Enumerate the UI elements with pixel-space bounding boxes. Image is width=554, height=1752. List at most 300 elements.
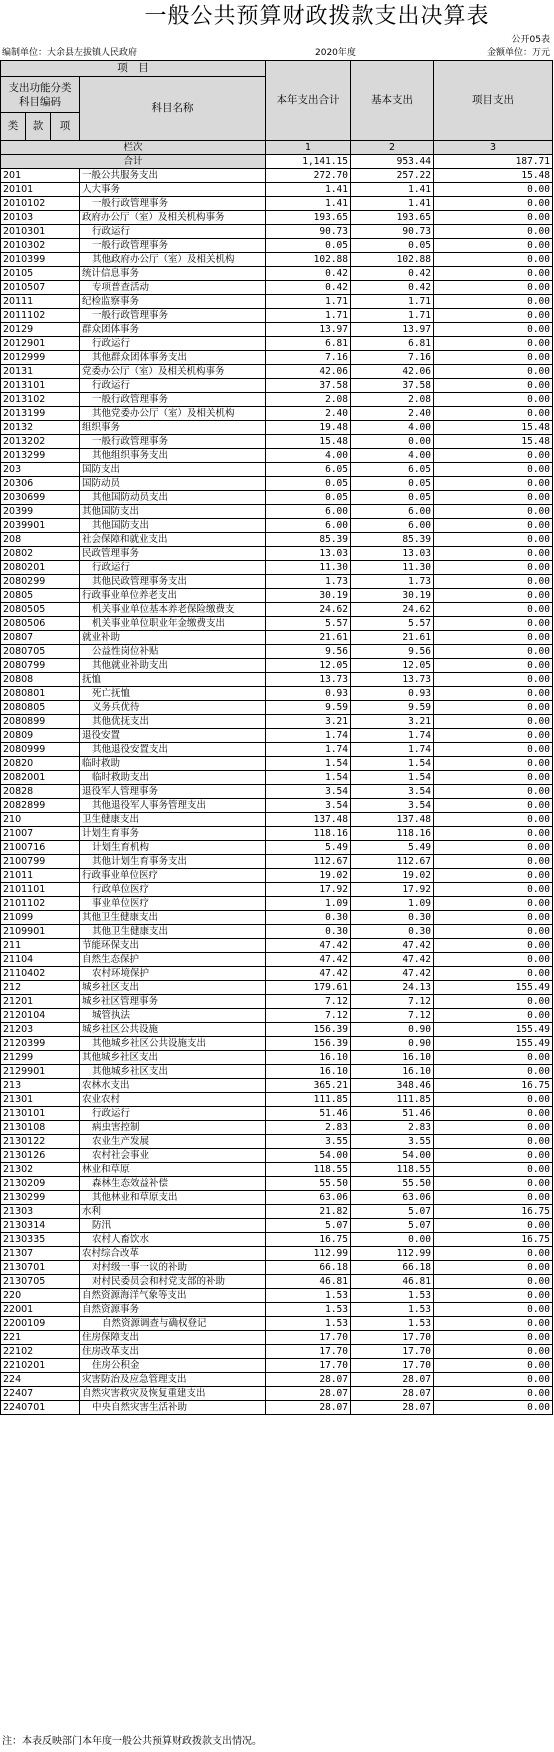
row-name: 退役安置: [80, 729, 266, 743]
row-name: 中央自然灾害生活补助: [80, 1401, 266, 1415]
row-total: 1.73: [266, 575, 351, 589]
row-project: 0.00: [434, 771, 553, 785]
row-total: 9.56: [266, 645, 351, 659]
row-basic: 4.00: [351, 449, 434, 463]
row-basic: 0.93: [351, 687, 434, 701]
row-basic: 111.85: [351, 1093, 434, 1107]
table-row: [1, 281, 553, 295]
row-name: 其他组织事务支出: [80, 449, 266, 463]
row-name: 卫生健康支出: [80, 813, 266, 827]
row-total: 0.42: [266, 267, 351, 281]
row-project: 0.00: [434, 743, 553, 757]
row-name: 其他退役军人事务管理支出: [80, 799, 266, 813]
row-name: 自然生态保护: [80, 953, 266, 967]
row-code: 21007: [1, 827, 80, 841]
row-project: 0.00: [434, 1177, 553, 1191]
row-basic: 28.07: [351, 1387, 434, 1401]
row-project: 0.00: [434, 1149, 553, 1163]
row-code: 2130126: [1, 1149, 80, 1163]
row-code: 22102: [1, 1345, 80, 1359]
row-total: 137.48: [266, 813, 351, 827]
table-row: [1, 1289, 553, 1303]
row-project: 0.00: [434, 1345, 553, 1359]
table-row: [1, 771, 553, 785]
row-project: 0.00: [434, 239, 553, 253]
row-basic: 11.30: [351, 561, 434, 575]
table-row: [1, 729, 553, 743]
row-total: 111.85: [266, 1093, 351, 1107]
row-basic: 42.06: [351, 365, 434, 379]
row-name: 义务兵优待: [80, 701, 266, 715]
row-total: 0.42: [266, 281, 351, 295]
row-total: 30.19: [266, 589, 351, 603]
row-name: 其他就业补助支出: [80, 659, 266, 673]
row-project: 15.48: [434, 169, 553, 183]
sum-label: 合计: [1, 155, 266, 169]
row-total: 11.30: [266, 561, 351, 575]
row-total: 3.21: [266, 715, 351, 729]
row-code: 2012901: [1, 337, 80, 351]
row-name: 群众团体事务: [80, 323, 266, 337]
row-project: 0.00: [434, 225, 553, 239]
row-code: 21104: [1, 953, 80, 967]
row-project: 0.00: [434, 1219, 553, 1233]
row-name: 城乡社区支出: [80, 981, 266, 995]
row-total: 365.21: [266, 1079, 351, 1093]
table-row: [1, 1303, 553, 1317]
row-total: 0.30: [266, 911, 351, 925]
table-row: [1, 463, 553, 477]
table-row: [1, 645, 553, 659]
row-total: 21.61: [266, 631, 351, 645]
row-code: 21301: [1, 1093, 80, 1107]
row-total: 118.55: [266, 1163, 351, 1177]
row-name: 行政运行: [80, 1107, 266, 1121]
row-name: 其他退役安置支出: [80, 743, 266, 757]
row-basic: 37.58: [351, 379, 434, 393]
row-basic: 19.02: [351, 869, 434, 883]
table-row: [1, 407, 553, 421]
row-total: 4.00: [266, 449, 351, 463]
row-total: 17.70: [266, 1345, 351, 1359]
table-row: [1, 757, 553, 771]
row-name: 行政事业单位养老支出: [80, 589, 266, 603]
row-name: 农村人畜饮水: [80, 1233, 266, 1247]
row-name: 住房改革支出: [80, 1345, 266, 1359]
row-project: 0.00: [434, 1163, 553, 1177]
row-code: 2080999: [1, 743, 80, 757]
row-code: 2130314: [1, 1219, 80, 1233]
row-code: 2013202: [1, 435, 80, 449]
row-code: 2130335: [1, 1233, 80, 1247]
row-total: 3.54: [266, 799, 351, 813]
col-index-1: 1: [266, 141, 351, 155]
row-code: 20132: [1, 421, 80, 435]
row-name: 行政事业单位医疗: [80, 869, 266, 883]
row-basic: 1.74: [351, 729, 434, 743]
row-name: 一般行政管理事务: [80, 435, 266, 449]
row-basic: 90.73: [351, 225, 434, 239]
table-row: [1, 687, 553, 701]
row-basic: 30.19: [351, 589, 434, 603]
table-row: [1, 533, 553, 547]
row-code: 22407: [1, 1387, 80, 1401]
table-row: [1, 575, 553, 589]
row-project: 155.49: [434, 981, 553, 995]
table-row: [1, 1191, 553, 1205]
row-basic: 112.67: [351, 855, 434, 869]
row-basic: 55.50: [351, 1177, 434, 1191]
table-row: [1, 1177, 553, 1191]
row-basic: 28.07: [351, 1373, 434, 1387]
row-basic: 4.00: [351, 421, 434, 435]
row-name: 城乡社区管理事务: [80, 995, 266, 1009]
row-basic: 1.54: [351, 771, 434, 785]
row-total: 2.08: [266, 393, 351, 407]
row-basic: 12.05: [351, 659, 434, 673]
row-total: 7.12: [266, 995, 351, 1009]
row-code: 2130101: [1, 1107, 80, 1121]
row-basic: 0.05: [351, 491, 434, 505]
table-row: [1, 505, 553, 519]
row-total: 1.41: [266, 183, 351, 197]
row-total: 193.65: [266, 211, 351, 225]
row-total: 2.83: [266, 1121, 351, 1135]
row-total: 0.05: [266, 239, 351, 253]
row-code: 21011: [1, 869, 80, 883]
row-code: 2082001: [1, 771, 80, 785]
table-row: [1, 799, 553, 813]
row-name: 计划生育事务: [80, 827, 266, 841]
row-total: 6.05: [266, 463, 351, 477]
row-total: 3.54: [266, 785, 351, 799]
row-project: 0.00: [434, 1373, 553, 1387]
row-name: 其他卫生健康支出: [80, 911, 266, 925]
row-basic: 1.09: [351, 897, 434, 911]
table-row: [1, 477, 553, 491]
header-total: 本年支出合计: [266, 61, 351, 141]
row-project: 0.00: [434, 925, 553, 939]
table-row: [1, 911, 553, 925]
row-name: 一般行政管理事务: [80, 197, 266, 211]
row-code: 2013299: [1, 449, 80, 463]
row-total: 3.55: [266, 1135, 351, 1149]
table-row: [1, 295, 553, 309]
row-project: 16.75: [434, 1205, 553, 1219]
row-name: 其他国防动员支出: [80, 491, 266, 505]
row-code: 2130108: [1, 1121, 80, 1135]
row-code: 2100716: [1, 841, 80, 855]
row-basic: 21.61: [351, 631, 434, 645]
table-row: [1, 491, 553, 505]
row-project: 0.00: [434, 183, 553, 197]
row-name: 自然资源调查与确权登记: [80, 1317, 266, 1331]
table-row: [1, 547, 553, 561]
row-project: 0.00: [434, 869, 553, 883]
row-total: 0.93: [266, 687, 351, 701]
row-name: 农村综合改革: [80, 1247, 266, 1261]
row-basic: 13.73: [351, 673, 434, 687]
row-total: 17.92: [266, 883, 351, 897]
row-name: 农村环境保护: [80, 967, 266, 981]
row-project: 0.00: [434, 1303, 553, 1317]
row-total: 112.99: [266, 1247, 351, 1261]
row-name: 其他政府办公厅（室）及相关机构: [80, 253, 266, 267]
table-row: [1, 813, 553, 827]
row-total: 6.00: [266, 505, 351, 519]
row-project: 0.00: [434, 897, 553, 911]
table-row: [1, 1163, 553, 1177]
row-project: 0.00: [434, 715, 553, 729]
row-project: 0.00: [434, 337, 553, 351]
row-total: 1.53: [266, 1289, 351, 1303]
row-code: 21201: [1, 995, 80, 1009]
sum-total: 1,141.15: [266, 155, 351, 169]
row-code: 2010301: [1, 225, 80, 239]
row-code: 20103: [1, 211, 80, 225]
row-total: 7.12: [266, 1009, 351, 1023]
row-name: 自然资源事务: [80, 1303, 266, 1317]
row-code: 2011102: [1, 309, 80, 323]
row-name: 自然资源海洋气象等支出: [80, 1289, 266, 1303]
row-code: 220: [1, 1289, 80, 1303]
row-name: 临时救助: [80, 757, 266, 771]
row-name: 民政管理事务: [80, 547, 266, 561]
row-total: 112.67: [266, 855, 351, 869]
row-name: 节能环保支出: [80, 939, 266, 953]
row-code: 20129: [1, 323, 80, 337]
row-code: 20802: [1, 547, 80, 561]
row-name: 党委办公厅（室）及相关机构事务: [80, 365, 266, 379]
expenditure-table: [0, 60, 553, 1415]
row-basic: 1.73: [351, 575, 434, 589]
form-number: 公开05表: [511, 35, 550, 45]
row-code: 211: [1, 939, 80, 953]
row-name: 行政运行: [80, 225, 266, 239]
row-code: 2082899: [1, 799, 80, 813]
row-project: 0.00: [434, 561, 553, 575]
row-project: 0.00: [434, 1289, 553, 1303]
row-code: 21307: [1, 1247, 80, 1261]
row-project: 0.00: [434, 995, 553, 1009]
row-project: 0.00: [434, 505, 553, 519]
row-code: 2130705: [1, 1275, 80, 1289]
row-total: 47.42: [266, 939, 351, 953]
row-project: 0.00: [434, 855, 553, 869]
header-basic: 基本支出: [351, 61, 434, 141]
row-total: 2.40: [266, 407, 351, 421]
table-row: [1, 1051, 553, 1065]
row-code: 2080805: [1, 701, 80, 715]
row-basic: 16.10: [351, 1065, 434, 1079]
row-project: 0.00: [434, 1387, 553, 1401]
row-project: 0.00: [434, 1009, 553, 1023]
table-row: [1, 841, 553, 855]
row-basic: 257.22: [351, 169, 434, 183]
row-basic: 46.81: [351, 1275, 434, 1289]
row-total: 47.42: [266, 967, 351, 981]
row-name: 其他民政管理事务支出: [80, 575, 266, 589]
row-basic: 5.07: [351, 1205, 434, 1219]
row-project: 0.00: [434, 1135, 553, 1149]
row-code: 2101102: [1, 897, 80, 911]
row-basic: 118.16: [351, 827, 434, 841]
row-name: 农林水支出: [80, 1079, 266, 1093]
row-project: 0.00: [434, 309, 553, 323]
row-basic: 1.74: [351, 743, 434, 757]
row-basic: 24.62: [351, 603, 434, 617]
sum-project: 187.71: [434, 155, 553, 169]
row-name: 机关事业单位职业年金缴费支出: [80, 617, 266, 631]
row-basic: 0.30: [351, 925, 434, 939]
row-name: 政府办公厅（室）及相关机构事务: [80, 211, 266, 225]
row-basic: 47.42: [351, 953, 434, 967]
row-basic: 47.42: [351, 967, 434, 981]
header-item: 项 目: [1, 61, 266, 77]
row-basic: 0.05: [351, 239, 434, 253]
row-basic: 0.00: [351, 1233, 434, 1247]
row-name: 农村社会事业: [80, 1149, 266, 1163]
row-project: 0.00: [434, 1261, 553, 1275]
row-basic: 16.10: [351, 1051, 434, 1065]
row-total: 24.62: [266, 603, 351, 617]
row-code: 2110402: [1, 967, 80, 981]
table-row: [1, 1135, 553, 1149]
row-code: 203: [1, 463, 80, 477]
table-row: [1, 1219, 553, 1233]
row-total: 0.05: [266, 491, 351, 505]
table-row: [1, 631, 553, 645]
row-total: 13.03: [266, 547, 351, 561]
row-project: 0.00: [434, 1107, 553, 1121]
row-basic: 7.12: [351, 995, 434, 1009]
table-row: [1, 1233, 553, 1247]
row-total: 9.59: [266, 701, 351, 715]
table-row: [1, 855, 553, 869]
row-name: 住房保障支出: [80, 1331, 266, 1345]
table-row: [1, 379, 553, 393]
row-code: 2030699: [1, 491, 80, 505]
row-basic: 1.71: [351, 309, 434, 323]
row-name: 自然灾害救灾及恢复重建支出: [80, 1387, 266, 1401]
table-row: [1, 589, 553, 603]
row-code: 21302: [1, 1163, 80, 1177]
row-code: 2130209: [1, 1177, 80, 1191]
row-name: 其他城乡社区公共设施支出: [80, 1037, 266, 1051]
header-lei: 类: [1, 113, 26, 141]
row-code: 2130122: [1, 1135, 80, 1149]
row-project: 0.00: [434, 477, 553, 491]
header-xiang: 项: [51, 113, 80, 141]
row-basic: 6.00: [351, 505, 434, 519]
row-code: 20807: [1, 631, 80, 645]
row-project: 0.00: [434, 1065, 553, 1079]
row-project: 0.00: [434, 631, 553, 645]
row-project: 0.00: [434, 519, 553, 533]
row-basic: 5.49: [351, 841, 434, 855]
row-basic: 0.00: [351, 435, 434, 449]
row-name: 水利: [80, 1205, 266, 1219]
year-label: 2020年度: [315, 48, 356, 58]
table-row: [1, 435, 553, 449]
row-total: 37.58: [266, 379, 351, 393]
table-row: [1, 1079, 553, 1093]
table-row: [1, 1401, 553, 1415]
row-project: 0.00: [434, 281, 553, 295]
row-name: 其他国防支出: [80, 519, 266, 533]
row-name: 灾害防治及应急管理支出: [80, 1373, 266, 1387]
row-total: 5.07: [266, 1219, 351, 1233]
row-name: 一般行政管理事务: [80, 239, 266, 253]
row-total: 28.07: [266, 1387, 351, 1401]
row-total: 63.06: [266, 1191, 351, 1205]
row-project: 0.00: [434, 911, 553, 925]
row-name: 就业补助: [80, 631, 266, 645]
row-project: 155.49: [434, 1023, 553, 1037]
row-basic: 85.39: [351, 533, 434, 547]
row-total: 54.00: [266, 1149, 351, 1163]
col-index-label: 栏次: [1, 141, 266, 155]
row-code: 2080506: [1, 617, 80, 631]
row-basic: 1.53: [351, 1289, 434, 1303]
row-name: 其他城乡社区支出: [80, 1065, 266, 1079]
row-code: 20399: [1, 505, 80, 519]
table-row: [1, 1205, 553, 1219]
row-code: 21203: [1, 1023, 80, 1037]
table-row: [1, 715, 553, 729]
row-code: 224: [1, 1373, 80, 1387]
row-total: 13.97: [266, 323, 351, 337]
row-project: 0.00: [434, 967, 553, 981]
table-row: [1, 785, 553, 799]
row-name: 其他优抚支出: [80, 715, 266, 729]
row-basic: 6.05: [351, 463, 434, 477]
row-project: 0.00: [434, 1275, 553, 1289]
row-code: 2080899: [1, 715, 80, 729]
table-row: [1, 1317, 553, 1331]
table-row: [1, 1387, 553, 1401]
table-row: [1, 561, 553, 575]
row-basic: 54.00: [351, 1149, 434, 1163]
row-name: 一般行政管理事务: [80, 393, 266, 407]
row-code: 2129901: [1, 1065, 80, 1079]
row-project: 0.00: [434, 1191, 553, 1205]
row-name: 一般行政管理事务: [80, 309, 266, 323]
row-code: 2010302: [1, 239, 80, 253]
row-project: 0.00: [434, 365, 553, 379]
row-basic: 1.41: [351, 197, 434, 211]
row-basic: 0.90: [351, 1023, 434, 1037]
row-total: 16.10: [266, 1065, 351, 1079]
table-row: [1, 869, 553, 883]
row-total: 46.81: [266, 1275, 351, 1289]
row-code: 2120399: [1, 1037, 80, 1051]
row-project: 0.00: [434, 841, 553, 855]
row-name: 机关事业单位基本养老保险缴费支: [80, 603, 266, 617]
row-basic: 17.70: [351, 1359, 434, 1373]
row-project: 0.00: [434, 799, 553, 813]
row-total: 1.54: [266, 757, 351, 771]
row-code: 20131: [1, 365, 80, 379]
row-basic: 24.13: [351, 981, 434, 995]
row-basic: 6.81: [351, 337, 434, 351]
sum-basic: 953.44: [351, 155, 434, 169]
table-row: [1, 1037, 553, 1051]
row-code: 2080801: [1, 687, 80, 701]
table-row: [1, 1107, 553, 1121]
row-code: 2080505: [1, 603, 80, 617]
row-basic: 9.56: [351, 645, 434, 659]
